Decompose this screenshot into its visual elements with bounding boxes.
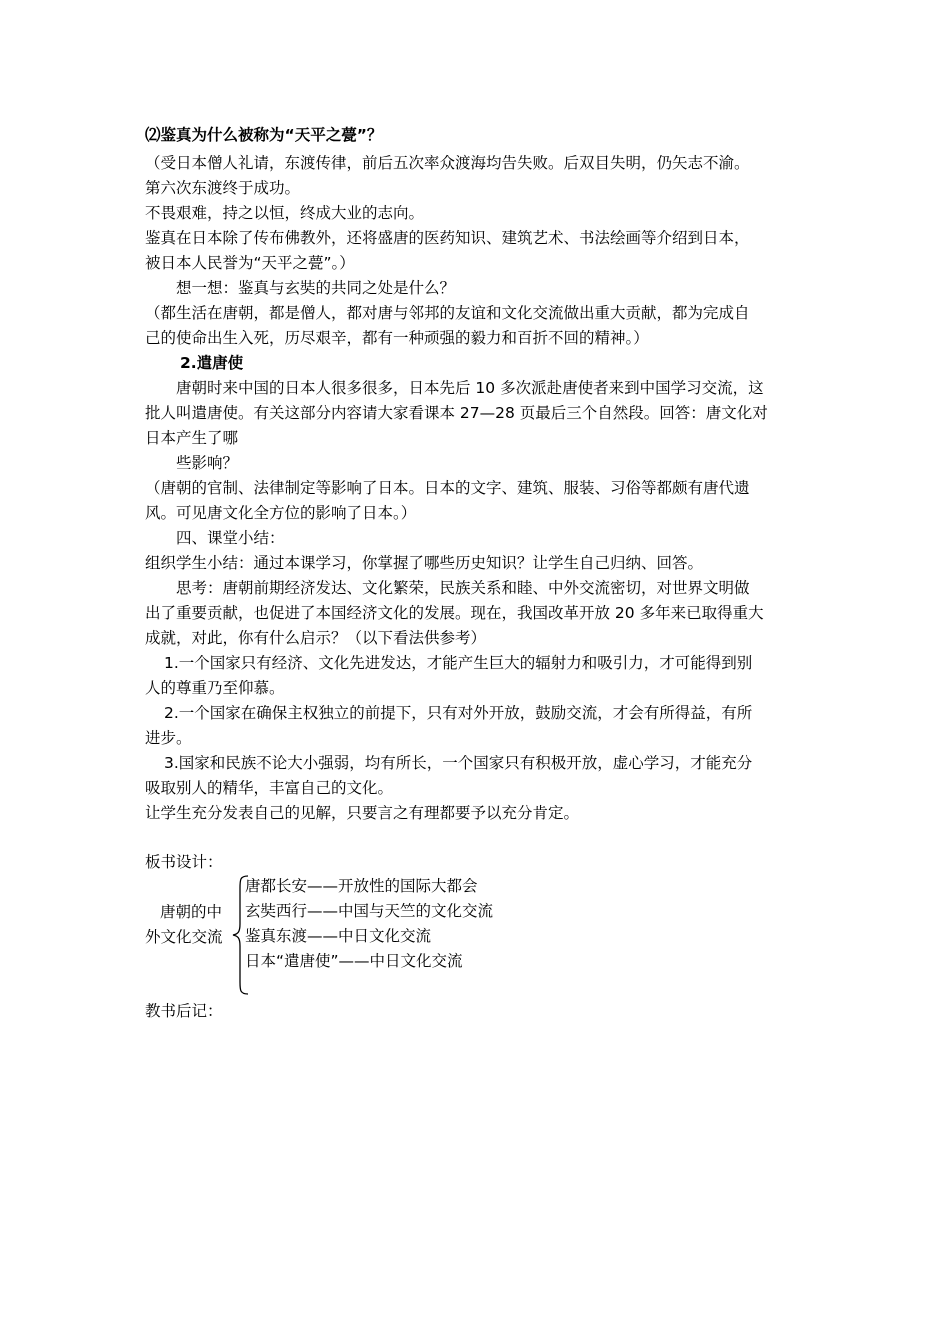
paragraph-line: 出了重要贡献，也促进了本国经济文化的发展。现在，我国改革开放 20 多年来已取得重大 [145,604,764,622]
paragraph-line: 思考：唐朝前期经济发达、文化繁荣，民族关系和睦、中外交流密切，对世界文明做 [176,579,750,597]
paragraph-line: 批人叫遣唐使。有关这部分内容请大家看课本 27—28 页最后三个自然段。回答：唐文化对 [145,404,768,422]
think-question: 想一想：鉴真与玄奘的共同之处是什么？ [176,279,456,297]
list-item-2-cont: 进步。 [145,729,192,747]
board-item: 唐都长安——开放性的国际大都会 [245,877,478,895]
answer-text-line: 风。可见唐文化全方位的影响了日本。） [145,504,417,522]
section-summary-heading: 四、课堂小结： [176,529,285,547]
paragraph-line: 日本产生了哪 [145,429,239,447]
paragraph-line: 些影响？ [176,454,239,472]
afterword-heading: 教书后记： [145,1002,223,1020]
list-item-1-cont: 人的尊重乃至仰慕。 [145,679,285,697]
paragraph-line: 唐朝时来中国的日本人很多很多，日本先后 10 多次派赴唐使者来到中国学习交流，这 [176,379,764,397]
section-envoys-heading: 2.遣唐使 [180,354,244,372]
answer-text-line: 鉴真在日本除了传布佛教外，还将盛唐的医药知识、建筑艺术、书法绘画等介绍到日本， [145,229,750,247]
list-item-2: 2.一个国家在确保主权独立的前提下，只有对外开放，鼓励交流，才会有所得益，有所 [164,704,753,722]
board-item: 鉴真东渡——中日文化交流 [245,927,432,945]
board-heading: 板书设计： [145,853,223,871]
paragraph-line: 成就，对此，你有什么启示？（以下看法供参考） [145,629,487,647]
paragraph-line: 让学生充分发表自己的见解，只要言之有理都要予以充分肯定。 [145,804,580,822]
answer-text-line: （都生活在唐朝，都是僧人，都对唐与邻邦的友谊和文化交流做出重大贡献，都为完成自 [145,304,750,322]
list-item-1: 1.一个国家只有经济、文化先进发达，才能产生巨大的辐射力和吸引力，才可能得到别 [164,654,753,672]
answer-text-line: 不畏艰难，持之以恒，终成大业的志向。 [145,204,425,222]
answer-text-line: （受日本僧人礼请，东渡传律，前后五次率众渡海均告失败。后双目失明，仍矢志不渝。 [145,154,750,172]
board-item: 玄奘西行——中国与天竺的文化交流 [245,902,494,920]
answer-text-line: 被日本人民誉为“天平之甍”。） [145,254,355,272]
list-item-3: 3.国家和民族不论大小强弱，均有所长，一个国家只有积极开放，虚心学习，才能充分 [164,754,753,772]
list-item-3-cont: 吸取别人的精华，丰富自己的文化。 [145,779,394,797]
board-item: 日本“遣唐使”——中日文化交流 [245,952,463,970]
answer-text-line: 己的使命出生入死，历尽艰辛，都有一种顽强的毅力和百折不回的精神。） [145,329,649,347]
board-topic-line: 唐朝的中 [160,903,223,921]
paragraph-line: 组织学生小结：通过本课学习，你掌握了哪些历史知识？让学生自己归纳、回答。 [145,554,704,572]
answer-text-line: （唐朝的官制、法律制定等影响了日本。日本的文字、建筑、服装、习俗等都颇有唐代遗 [145,479,750,497]
board-topic-line: 外文化交流 [145,928,223,946]
question-2-heading: ⑵鉴真为什么被称为“天平之甍”？ [145,126,383,144]
answer-text-line: 第六次东渡终于成功。 [145,179,301,197]
